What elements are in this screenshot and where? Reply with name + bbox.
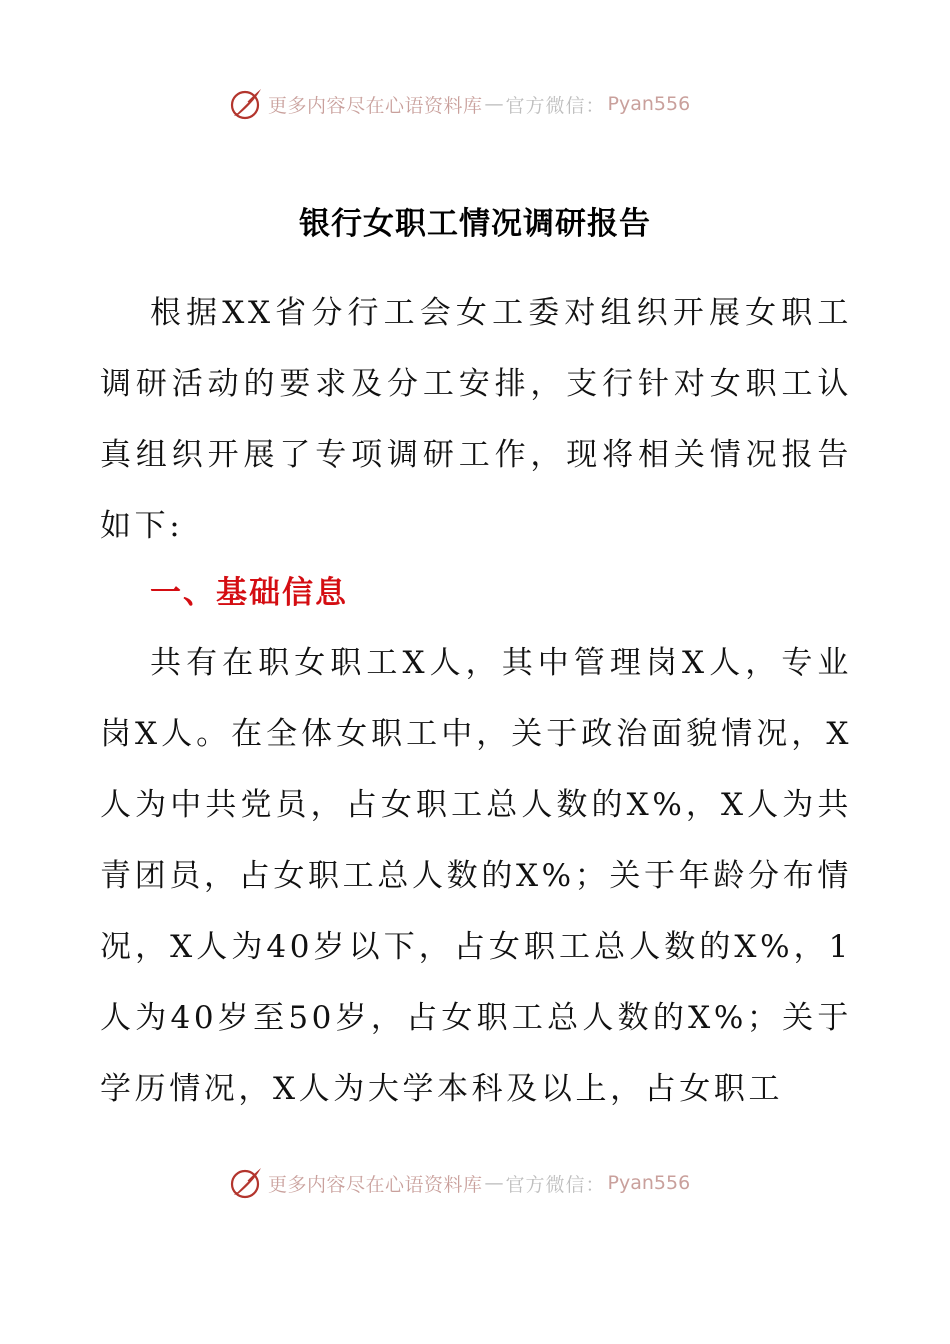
watermark-brand-text: 更多内容尽在心语资料库: [268, 94, 483, 117]
document-title: 银行女职工情况调研报告: [299, 206, 651, 242]
intro-paragraph: 根据XX省分行工会女工委对组织开展女职工调研活动的要求及分工安排，支行针对女职工认真组织开展了专项调研工作，现将相关情况报告如下:: [100, 295, 852, 544]
basic-info-paragraph: 共有在职女职工X人，其中管理岗X人，专业岗X人。在全体女职工中，关于政治面貌情况，X人为中共党员，占女职工总人数的X%，X人为共青团员，占女职工总人数的X%；关于年龄分布情况，X人为40岁以下，占女职工总人数的X%，1人为40岁至50岁，占女职工总人数的X%；关于学历情况，X人为大学本科及以上，占女职工: [100, 645, 852, 1107]
section-heading-basic-info: 一、基础信息: [150, 575, 348, 611]
watermark-wechat-label: 官方微信：: [505, 94, 606, 117]
watermark-brand-text: 更多内容尽在心语资料库: [268, 1173, 483, 1196]
watermark-wechat-label: 官方微信：: [505, 1173, 606, 1196]
footer-watermark: [228, 1163, 690, 1203]
watermark-separator: —: [484, 1172, 504, 1194]
quill-logo-icon: [228, 86, 264, 122]
header-watermark: [228, 84, 690, 124]
watermark-wechat-id: Pyan556: [607, 1172, 691, 1194]
quill-logo-icon: [228, 1165, 264, 1201]
watermark-wechat-id: Pyan556: [607, 93, 691, 115]
watermark-separator: —: [484, 93, 504, 115]
